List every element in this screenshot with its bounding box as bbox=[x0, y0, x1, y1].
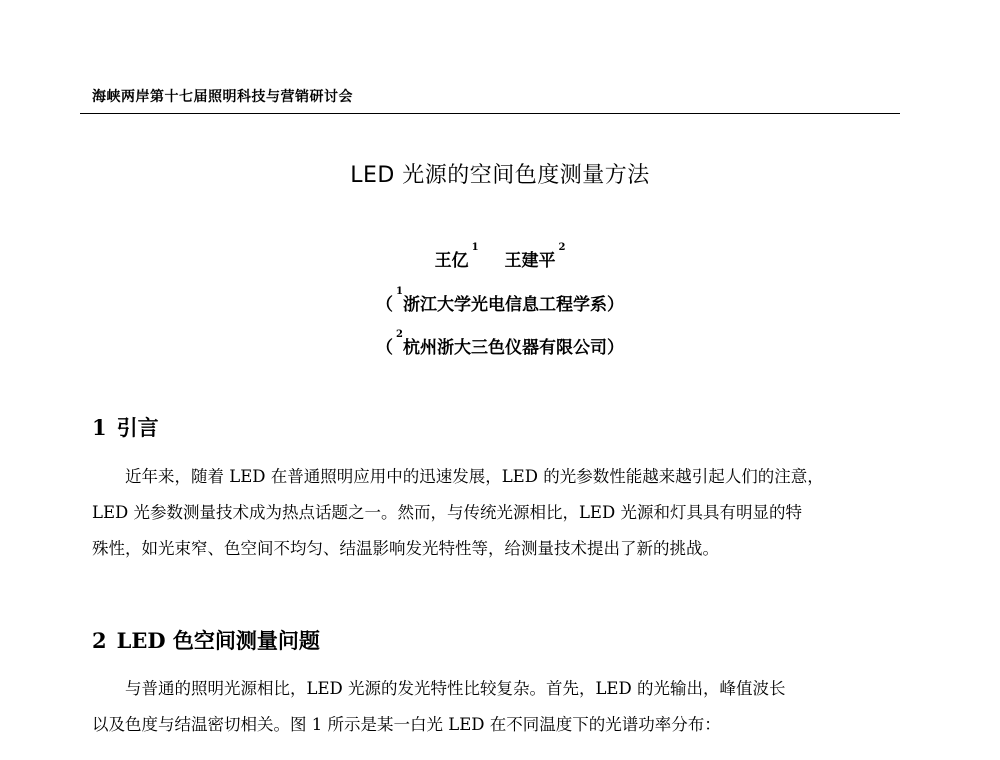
paragraph-line: 近年来，随着 LED 在普通照明应用中的迅速发展，LED 的光参数性能越来越引起人们的注意， bbox=[125, 467, 824, 486]
affiliation-mark: 2 bbox=[396, 329, 403, 340]
section-heading bbox=[92, 625, 320, 655]
affiliation-close-paren: ） bbox=[606, 338, 624, 358]
affiliation-mark: 1 bbox=[396, 286, 403, 297]
paragraph-line: 以及色度与结温密切相关。图 1 所示是某一白光 LED 在不同温度下的光谱功率分布： bbox=[92, 715, 721, 734]
affiliation-close-paren: ） bbox=[606, 295, 624, 315]
paper-title: LED 光源的空间色度测量方法 bbox=[350, 163, 650, 188]
paragraph-line: LED 光参数测量技术成为热点话题之一。然而，与传统光源相比，LED 光源和灯具具有明显的特 bbox=[92, 503, 802, 522]
paragraph bbox=[92, 459, 904, 567]
affiliation-open-paren: （ bbox=[376, 338, 394, 358]
author-name: 王建平 bbox=[504, 251, 556, 271]
affiliation bbox=[0, 286, 1000, 315]
author bbox=[434, 242, 479, 271]
author bbox=[504, 242, 566, 271]
paragraph-line: 殊性，如光束窄、色空间不均匀、结温影响发光特性等，给测量技术提出了新的挑战。 bbox=[92, 539, 719, 558]
paragraph bbox=[92, 671, 904, 743]
section-number: 2 bbox=[92, 628, 107, 653]
author-affiliation-mark: 1 bbox=[471, 242, 479, 253]
author-name: 王亿 bbox=[434, 251, 469, 271]
affiliation bbox=[0, 329, 1000, 358]
header-rule bbox=[80, 113, 900, 114]
section-heading bbox=[92, 412, 159, 442]
affiliation-text: 浙江大学光电信息工程学系 bbox=[402, 295, 607, 315]
affiliation-text: 杭州浙大三色仪器有限公司 bbox=[402, 338, 607, 358]
section-title: LED 色空间测量问题 bbox=[116, 628, 320, 653]
running-header: 海峡两岸第十七届照明科技与营销研讨会 bbox=[92, 89, 353, 105]
affiliation-open-paren: （ bbox=[376, 295, 394, 315]
section-title: 引言 bbox=[116, 415, 159, 440]
author-line bbox=[0, 242, 1000, 271]
paragraph-line: 与普通的照明光源相比，LED 光源的发光特性比较复杂。首先，LED 的光输出，峰值波长 bbox=[125, 679, 786, 698]
author-affiliation-mark: 2 bbox=[558, 242, 566, 253]
section-number: 1 bbox=[92, 415, 107, 440]
